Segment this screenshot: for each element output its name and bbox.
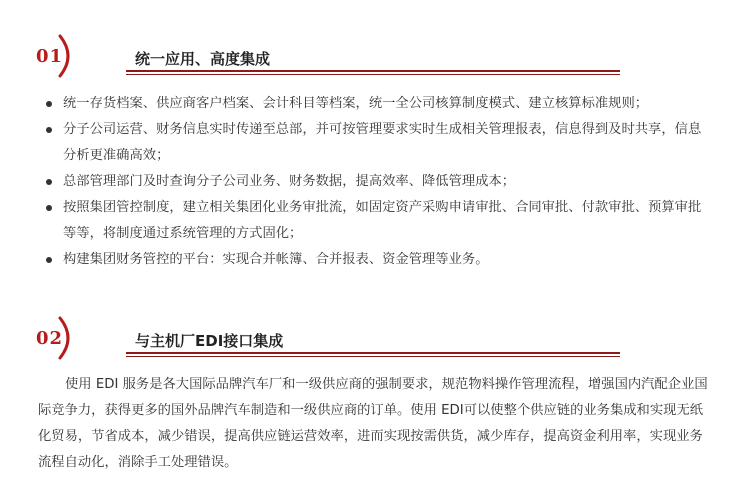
title-underline-thick bbox=[126, 352, 620, 354]
section-number: 01 bbox=[36, 46, 64, 67]
bracket-arc-icon bbox=[56, 34, 76, 78]
list-item-text: 分子公司运营、财务信息实时传递至总部，并可按管理要求实时生成相关管理报表，信息得到及时共享，信息分析更准确高效； bbox=[63, 122, 702, 163]
bracket-arc-icon bbox=[56, 316, 76, 360]
title-underline-thin bbox=[126, 74, 620, 75]
section-paragraph: 使用 EDI 服务是各大国际品牌汽车厂和一级供应商的强制要求，规范物料操作管理流程，增强国内汽配企业国际竞争力，获得更多的国外品牌汽车制造和一级供应商的订单。使用 EDI可以使整个供应链的业务集成和实现无纸化贸易，节省成本，减少错误，提高供应链运营效率，进而实现按需供货，减少库存，提高资金利用率，实现业务流程自动化，消除手工处理错误。 bbox=[38, 377, 708, 470]
title-underline-thin bbox=[126, 356, 620, 357]
bullet-icon bbox=[46, 179, 52, 185]
section-title: 与主机厂EDI接口集成 bbox=[135, 332, 284, 350]
list-item-text: 总部管理部门及时查询分子公司业务、财务数据，提高效率、降低管理成本； bbox=[63, 174, 516, 189]
section-number: 02 bbox=[36, 328, 64, 349]
section-header bbox=[0, 316, 730, 364]
list-item-text: 统一存货档案、供应商客户档案、会计科目等档案，统一全公司核算制度模式、建立核算标准规则； bbox=[63, 96, 649, 111]
feature-list bbox=[44, 91, 712, 273]
list-item bbox=[44, 195, 712, 247]
bullet-icon bbox=[46, 101, 52, 107]
section-unified-application bbox=[0, 34, 730, 267]
list-item bbox=[44, 117, 712, 169]
title-underline-thick bbox=[126, 70, 620, 72]
list-item bbox=[44, 91, 712, 117]
list-item-text: 构建集团财务管控的平台：实现合并帐簿、合并报表、资金管理等业务。 bbox=[63, 252, 489, 267]
section-edi-integration bbox=[0, 316, 730, 470]
section-title: 统一应用、高度集成 bbox=[135, 50, 271, 68]
section-header bbox=[0, 34, 730, 82]
list-item-text: 按照集团管控制度，建立相关集团化业务审批流，如固定资产采购申请审批、合同审批、付款审批、预算审批等等，将制度通过系统管理的方式固化； bbox=[63, 200, 702, 241]
bullet-icon bbox=[46, 257, 52, 263]
bullet-icon bbox=[46, 205, 52, 211]
list-item bbox=[44, 247, 712, 273]
bullet-icon bbox=[46, 127, 52, 133]
list-item bbox=[44, 169, 712, 195]
